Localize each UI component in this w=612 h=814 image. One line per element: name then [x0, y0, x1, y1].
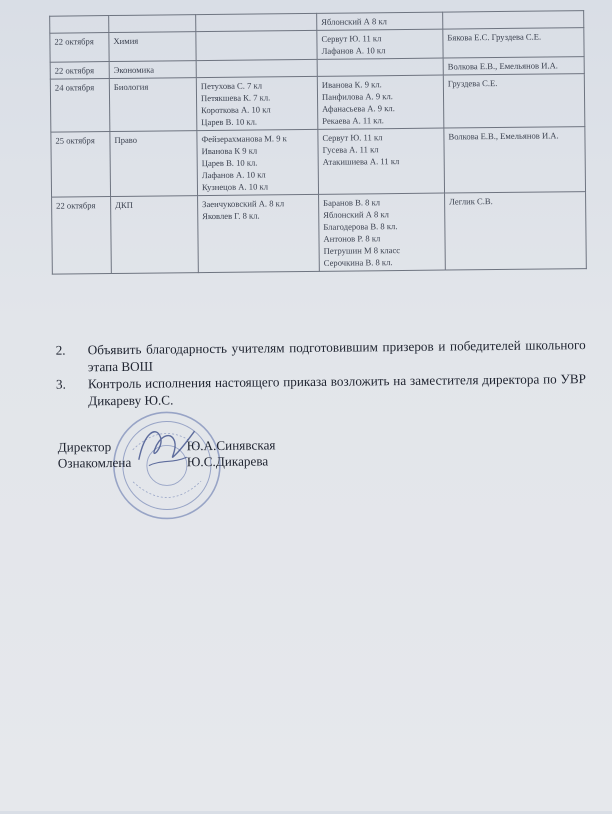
cell-line: Яблонский А 8 кл [323, 209, 389, 220]
signature-row-acknowledged [58, 452, 358, 471]
cell-line: Груздева С.Е. [447, 78, 498, 89]
cell-text: Право [114, 134, 138, 146]
cell-line: Сервут Ю. 11 кл [321, 33, 382, 44]
cell-line: Панфилова А. 9 кл. [321, 91, 393, 102]
item-number: 2. [55, 342, 66, 358]
cell-line: Гусева А. 11 кл [322, 144, 379, 155]
cell-winners [196, 13, 317, 31]
item-text: Контроль исполнения настоящего приказа возложить на заместителя директора по УВР Дикареву Ю.С. [87, 371, 587, 409]
signer-name: Ю.А.Синявская [186, 437, 276, 454]
results-table-body [50, 11, 587, 275]
item-number: 3. [55, 376, 66, 392]
cell-winners [196, 59, 317, 77]
cell-line: Иванова К 9 кл [201, 145, 258, 157]
cell-text: 25 октября [55, 135, 95, 146]
cell-line: Лафанов А. 10 кл [321, 45, 386, 56]
cell-date [50, 33, 109, 63]
cell-line: Заенчуковский А. 8 кл [202, 198, 285, 210]
cell-prizewinners [317, 75, 444, 129]
item-text: Объявить благодарность учителям подготовившим призеров и победителей школьного этапа ВОШ [87, 337, 586, 375]
cell-subject [109, 61, 196, 79]
cell-line: Сервут Ю. 11 кл [322, 132, 383, 143]
cell-teachers [443, 57, 584, 75]
cell-teachers [444, 127, 586, 193]
cell-line: Атакишиева А. 11 кл [322, 156, 400, 167]
cell-line: Яблонский А 8 кл [321, 16, 387, 27]
cell-teachers [443, 11, 584, 29]
cell-teachers [443, 28, 584, 58]
cell-prizewinners [319, 193, 446, 271]
cell-line: Короткова А. 10 кл [201, 104, 271, 116]
cell-winners [196, 30, 317, 60]
signer-role: Ознакомлена [57, 454, 132, 471]
cell-prizewinners [317, 29, 443, 59]
cell-date [50, 62, 109, 80]
cell-text [113, 17, 192, 18]
cell-prizewinners [317, 58, 443, 76]
cell-winners [196, 76, 318, 130]
cell-date [52, 197, 112, 275]
cell-text: Экономика [113, 64, 155, 76]
cell-winners [197, 129, 319, 195]
cell-prizewinners [317, 12, 443, 30]
signer-role: Директор [57, 439, 112, 455]
cell-line: Царев В. 10 кл. [201, 157, 258, 169]
cell-line: Волкова Е.В., Емельянов И.А. [448, 130, 559, 142]
cell-prizewinners [318, 128, 445, 194]
table-row [50, 74, 585, 133]
cell-line: Антонов Р. 8 кл [323, 233, 381, 244]
cell-line: Волкова Е.В., Емельянов И.А. [447, 60, 558, 72]
cell-date [51, 132, 111, 198]
cell-text: 22 октября [56, 200, 96, 211]
cell-text: ДКП [115, 199, 134, 211]
cell-line: Царев В. 10 кл. [201, 116, 258, 128]
cell-text: 22 октября [54, 36, 94, 47]
cell-line: Лафанов А. 10 кл [201, 169, 266, 181]
cell-text [54, 18, 105, 19]
cell-line: Рекаева А. 11 кл. [322, 115, 384, 126]
signer-name: Ю.С.Дикарева [186, 453, 269, 470]
cell-teachers [445, 192, 587, 270]
cell-text: Химия [113, 35, 139, 47]
cell-line: Баранов В. 8 кл [323, 197, 381, 208]
cell-teachers [443, 74, 585, 128]
results-table [49, 10, 587, 275]
cell-text: 22 октября [54, 65, 95, 76]
order-items [56, 336, 587, 410]
cell-subject [109, 78, 197, 132]
cell-line: Петякшева К. 7 кл. [200, 92, 271, 104]
cell-text: Биология [113, 81, 149, 93]
cell-line: Серочкина В. 8 кл. [323, 257, 393, 268]
cell-line: Бякова Е.С. Груздева С.Е. [447, 31, 542, 43]
cell-line: Петрушин М 8 класс [323, 245, 401, 256]
cell-line: Леглик С.В. [449, 196, 493, 207]
cell-line: Петухова С. 7 кл [200, 80, 263, 92]
cell-subject [109, 32, 196, 62]
order-item [56, 370, 586, 410]
order-item [56, 336, 586, 376]
cell-line: Фейзерахманова М. 9 к [201, 133, 287, 145]
cell-text: 24 октября [54, 82, 95, 93]
cell-winners [198, 194, 320, 272]
signature-block [58, 436, 358, 471]
cell-subject [109, 15, 196, 33]
cell-line: Иванова К. 9 кл. [321, 79, 382, 90]
table-row [51, 127, 586, 198]
cell-line: Благодерова В. 8 кл. [323, 221, 398, 232]
table-row [52, 192, 587, 275]
cell-line: Яковлев Г. 8 кл. [202, 210, 260, 222]
cell-subject [110, 131, 198, 197]
cell-subject [111, 196, 199, 274]
cell-date [50, 16, 109, 34]
cell-date [50, 79, 110, 133]
cell-line: Афанасьева А. 9 кл. [322, 103, 395, 114]
cell-line: Кузнецов А. 10 кл [201, 181, 269, 193]
